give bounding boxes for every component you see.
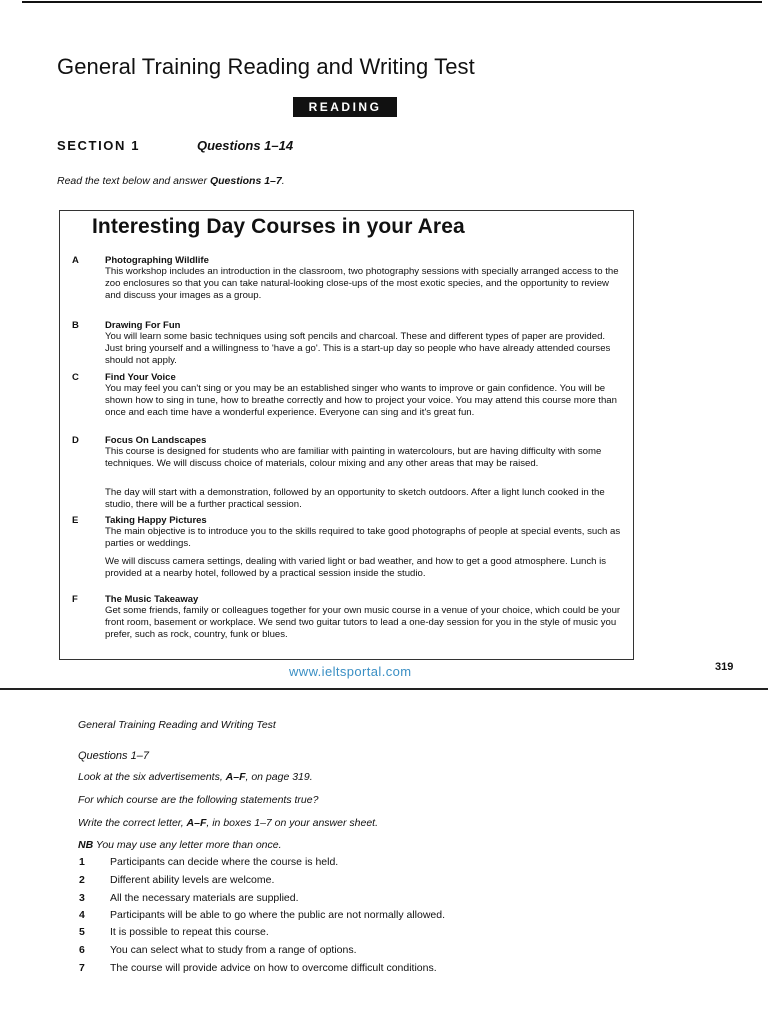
question-number: 2 bbox=[79, 874, 85, 886]
reading-badge: READING bbox=[293, 97, 397, 117]
course-letter: B bbox=[72, 320, 79, 331]
running-header: General Training Reading and Writing Test bbox=[78, 719, 276, 731]
instruction-line-3 bbox=[78, 817, 378, 829]
course-letter: C bbox=[72, 372, 79, 383]
instruction-post: . bbox=[281, 175, 285, 187]
instruction-line-2: For which course are the following statements true? bbox=[78, 794, 319, 806]
section-questions: Questions 1–14 bbox=[197, 138, 294, 153]
line1-bold: A–F bbox=[225, 771, 246, 783]
question-text: Different ability levels are welcome. bbox=[110, 874, 275, 886]
course-text: You will learn some basic techniques using soft pencils and charcoal. These and different types of paper are provided. Just bring yourself and a willingness to 'have a go'. This is a start-up day so people who have already attended courses should not apply. bbox=[105, 331, 611, 366]
course-letter: F bbox=[72, 594, 78, 605]
question-text: You can select what to study from a range of options. bbox=[110, 944, 357, 956]
course-letter: A bbox=[72, 255, 79, 266]
page-divider bbox=[0, 688, 768, 690]
course-text: The main objective is to introduce you to the skills required to take good photographs of people at special events, such as parties or weddings. bbox=[105, 526, 621, 549]
question-number: 6 bbox=[79, 944, 85, 956]
course-letter: E bbox=[72, 515, 79, 526]
line3-pre: Write the correct letter, bbox=[78, 817, 187, 829]
course-text-extra: The day will start with a demonstration, followed by an opportunity to sketch outdoors. After a light lunch cooked in the studio, there will be a further practical session. bbox=[105, 487, 605, 510]
question-number: 7 bbox=[79, 962, 85, 974]
line3-post: , in boxes 1–7 on your answer sheet. bbox=[206, 817, 378, 829]
course-title: Find Your Voice bbox=[105, 372, 176, 383]
line3-bold: A–F bbox=[186, 817, 207, 829]
course-title: Focus On Landscapes bbox=[105, 435, 207, 446]
course-text: You may feel you can't sing or you may be an established singer who wants to improve or gain confidence. You will be shown how to sing in tune, how to breathe correctly and how to project your voice. You may attend this course more than once and each time have a wonderful experience. Everyone can sing and it's great fun. bbox=[105, 383, 617, 418]
course-title: The Music Takeaway bbox=[105, 594, 199, 605]
question-number: 4 bbox=[79, 909, 85, 921]
page-number: 319 bbox=[715, 661, 734, 673]
top-rule bbox=[0, 0, 768, 4]
question-text: Participants will be able to go where the public are not normally allowed. bbox=[110, 909, 446, 921]
line1-post: , on page 319. bbox=[245, 771, 313, 783]
instruction-pre: Read the text below and answer bbox=[57, 175, 210, 187]
page-title: General Training Reading and Writing Test bbox=[57, 54, 475, 79]
nb-label: NB bbox=[78, 839, 94, 851]
course-text-extra: We will discuss camera settings, dealing with varied light or bad weather, and how to get a good atmosphere. Lunch is provided at a nearby hotel, followed by a practical session inside the studio. bbox=[105, 556, 607, 579]
nb-text: You may use any letter more than once. bbox=[93, 839, 282, 851]
reading-instruction bbox=[57, 175, 285, 187]
course-letter: D bbox=[72, 435, 79, 446]
question-text: The course will provide advice on how to overcome difficult conditions. bbox=[110, 962, 437, 974]
question-number: 5 bbox=[79, 926, 85, 938]
questions-heading: Questions 1–7 bbox=[78, 750, 149, 762]
question-text: It is possible to repeat this course. bbox=[110, 926, 269, 938]
question-text: All the necessary materials are supplied. bbox=[110, 892, 299, 904]
section-label: SECTION 1 bbox=[57, 138, 141, 153]
question-text: Participants can decide where the course is held. bbox=[110, 856, 339, 868]
course-text: This course is designed for students who are familiar with painting in watercolours, but are having difficulty with some techniques. We will discuss choice of materials, colour mixing and any other areas that may be raised. bbox=[105, 446, 602, 469]
instruction-bold: Questions 1–7 bbox=[209, 175, 282, 187]
course-text: This workshop includes an introduction in the classroom, two photography sessions with specially arranged access to the zoo enclosures so that you can take natural-looking close-ups of the most exotic species, and the opportunity to review and discuss your images as a group. bbox=[105, 266, 619, 301]
question-number: 1 bbox=[79, 856, 85, 868]
question-number: 3 bbox=[79, 892, 85, 904]
course-title: Taking Happy Pictures bbox=[105, 515, 207, 526]
website-link[interactable]: www.ieltsportal.com bbox=[289, 664, 412, 679]
section-heading bbox=[57, 138, 294, 153]
box-title: Interesting Day Courses in your Area bbox=[92, 215, 465, 238]
nb-note bbox=[78, 839, 282, 851]
course-text: Get some friends, family or colleagues together for your own music course in a venue of your choice, which could be your front room, basement or workplace. We send two guitar tutors to lead a one-day session for you in the style of music you prefer, such as rock, country, funk or blues. bbox=[105, 605, 621, 640]
course-title: Drawing For Fun bbox=[105, 320, 181, 331]
instruction-line-1 bbox=[78, 771, 313, 783]
course-title: Photographing Wildlife bbox=[105, 255, 209, 266]
line1-pre: Look at the six advertisements, bbox=[78, 771, 226, 783]
